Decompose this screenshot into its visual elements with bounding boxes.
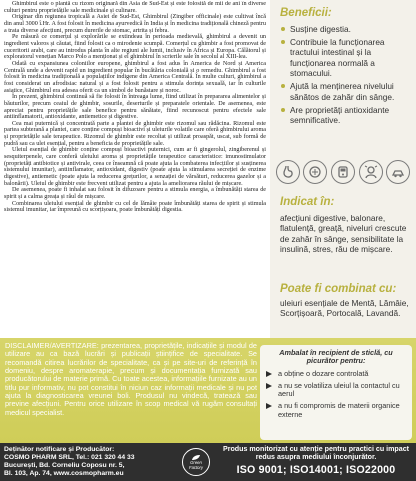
packaging-title: Ambalat în recipient de sticlă, cu picurător pentru: xyxy=(279,348,393,366)
combine-section xyxy=(280,283,412,319)
holder-website: Bl. 103, Ap. 74, www.cosmopharm.eu xyxy=(4,470,124,478)
benefits-section xyxy=(270,0,416,125)
benefits-list xyxy=(280,24,410,125)
info-panel xyxy=(270,0,416,338)
benefit-item: Susține digestia. xyxy=(280,24,410,34)
packaging-item xyxy=(266,402,406,419)
monitoring-text: Produs monitorizat cu atenție pentru practici cu impact redus asupra mediului înconjurător. xyxy=(222,445,410,462)
motion-sickness-icon xyxy=(386,160,410,184)
packaging-item xyxy=(266,370,406,378)
holder-address: București, Bd. Corneliu Coposu nr. 5, xyxy=(4,462,125,470)
disclaimer-band xyxy=(0,338,416,443)
leaflet-paragraph: Cea mai puternică și concentrată parte a plantei de ghimbir este rizomul sau rădăcina. Rizomul este partea subterană a plantei, care conține compuși bioactivi și uleiurile volatile care oferă ghimbirului aroma și proprietățile sale terapeutice. Rizomul de ghimbir este recoltat și utilizat proaspăt, uscat, sub formă de pudră sau ca ulei esențial, pentru a beneficia de proprietățile sale. xyxy=(4,120,266,147)
leaflet-paragraph: De asemenea, poate fi inhalat sau folosit în difuzoare pentru a stimula energia, a îmbunătăți starea de spirit și a calma greața și răul de mișcare. xyxy=(4,187,266,201)
indication-section xyxy=(280,196,412,254)
holder-label: Deținător notificare și Producător: xyxy=(4,446,115,453)
triangle-bullet-icon xyxy=(266,371,272,377)
leaflet-paragraph: Combinarea uleiului esențial de ghimbir cu cel de lămâie poate îmbunătăți starea de spirit și stimula sistemul imunitar, iar împreună cu scorțișoara, poate îmbunătăți digestia. xyxy=(4,200,266,214)
green-factory-line2: Factory xyxy=(189,464,203,470)
packaging-item xyxy=(266,382,406,399)
green-factory-logo xyxy=(182,448,210,476)
packaging-list xyxy=(266,370,406,419)
indication-text: afecțiuni digestive, balonare, flatulență, greață, niveluri crescute de zahăr în sânge, sensibilitate la insulină, stres, rău de mișcare. xyxy=(280,213,407,254)
stomach-icon xyxy=(276,160,300,184)
leaflet-paragraph: Originar din regiunea tropicală a Asiei de Sud-Est, Ghimbirul (Zingiber officinale) este cultivat încă din anul 3000 î.Hr. A fost folosit în medicina ayurvedică în India și în medicina tradițională chineză pentru a trata diverse afecțiuni, precum durerile de stomac, artrita și febra. xyxy=(4,14,266,34)
bloating-icon xyxy=(303,160,327,184)
combine-title: Poate fi combinat cu: xyxy=(280,283,397,295)
leaflet-paragraph: Uleiul esențial de ghimbir conține compuși bioactivi puternici, cum ar fi gingerolul, zingiberenul și sesquiterpenele, care conferă uleiului aroma și proprietățile terapeutice caracteristice: imunostimulator (proprietăți antibiotice și antivirale, ceea ce înseamnă că poate ajuta la combaterea infecțiilor și susținerea sistemului imunitar), antiinflamator, antioxidant, digestiv (poate ajuta la stimularea secreției de enzime digestive), antiemetic (poate ajuta la reducerea grețurilor, a senzației de vărsături, reducerea gazelor și a balonării). Uleiul de ghimbir este frecvent utilizat pentru a ajuta la ameliorarea răului de mișcare. xyxy=(4,147,266,187)
triangle-bullet-icon xyxy=(266,403,272,409)
leaflet-paragraph: Odată cu expansiunea coloniilor europene, ghimbirul a fost adus în America de Nord și America Centrală unde a devenit rapid un ingredient popular în bucătăria colonială și o remediu. Ghimbirul a fost folosit în medicina tradițională a populațiilor indigene din America Centrală. În multe culturi, ghimbirul a fost considerat un afrodisiac natural și a fost folosit pentru a stimula dorința sexuală, iar în culturile asiatice, Ghimbirul era adesea oferit ca un simbol de bunăstare și noroc. xyxy=(4,60,266,94)
benefits-title: Beneficii: xyxy=(280,7,332,19)
indication-title: Indicat în: xyxy=(280,196,335,208)
holder-info xyxy=(4,446,182,478)
stress-icon xyxy=(359,160,383,184)
leaflet-paragraph: Pe măsură ce comerțul și explorările se extindeau în perioada medievală, ghimbirul a devenit un ingredient valoros și căutat, fiind folosit ca o mirodenie scumpă. Comerțul cu ghimbir a fost promovat de cuceritorii arabi, care au introdus planta în alte regiuni ale lumii, inclusiv în Africa și Europa. Călătorul și exploratorul venețian Marco Polo a menționat și el ghimbirul în scrierile sale în secolul al XIII-lea. xyxy=(4,34,266,61)
packaging-box xyxy=(260,345,412,440)
benefit-item: Are proprietăți antioxidante semnificative. xyxy=(280,105,410,126)
benefit-item: Ajută la menținerea nivelului sănătos de zahăr din sânge. xyxy=(280,81,410,102)
indication-icons xyxy=(270,152,416,192)
disclaimer-text: DISCLAIMER/AVERTIZARE: prezentarea, proprietățile, indicațiile și modul de utilizare au ca bază lucrări și publicații științifice de specialitate. Se recomandă citirea lucrărilor de specialitate, ca și pe site-uri de referință în domeniu, despre aromaterapie, precum și documentația furnizată sau producătorului de materie primă. Cu toate acestea, informațiile furnizate au un titlu pur informativ, nu pot constitui în niciun caz informații medicale și nu pot ajuta la diagnosticarea vreunei boli. Produsul nu vindecă, tratează sau previne afecțiuni. Pentru orice utilizare în scop medical vă rugăm consultați medicul specialist. xyxy=(5,342,257,417)
packaging-item-text: a nu se volatiliza uleiul la contactul cu aerul xyxy=(278,380,400,399)
green-factory-line1: Green xyxy=(190,459,202,465)
glucose-meter-icon xyxy=(331,160,355,184)
packaging-item-text: a nu fi compromis de materii organice externe xyxy=(278,401,400,419)
iso-certifications: ISO 9001; ISO14001; ISO22000 xyxy=(236,464,396,476)
leaflet-paragraph: Ghimbirul este o plantă cu rizom originară din Asia de Sud-Est și este folosită de mii de ani în diverse culturi pentru proprietățile sale medicinale și culinare. xyxy=(4,1,266,14)
triangle-bullet-icon xyxy=(266,383,272,389)
leaflet-paragraph: În prezent, ghimbirul continuă să fie folosit în întreaga lume, fiind utilizat în prepararea alimentelor și băuturilor, precum ceaiul de ghimbir, sosurile, deserturile și preparatele orientale. De asemenea, este apreciat pentru proprietățile sale benefice pentru sănătate, fiind recunoscut pentru efectele sale antiinflamatorii, antioxidante, antiemetice și digestive. xyxy=(4,94,266,121)
leaflet-text xyxy=(4,1,266,335)
benefit-item: Contribuie la funcționarea tractului intestinal și la funcționarea normală a stomacului. xyxy=(280,37,410,79)
footer xyxy=(0,443,416,481)
packaging-item-text: a obține o dozare controlată xyxy=(278,368,369,378)
holder-company: COSMO PHARM SRL, Tel.: 021 320 44 33 xyxy=(4,454,135,462)
combine-text: uleiuri esențiale de Mentă, Lămâie, Scorțișoară, Portocală, Lavandă. xyxy=(280,298,409,319)
